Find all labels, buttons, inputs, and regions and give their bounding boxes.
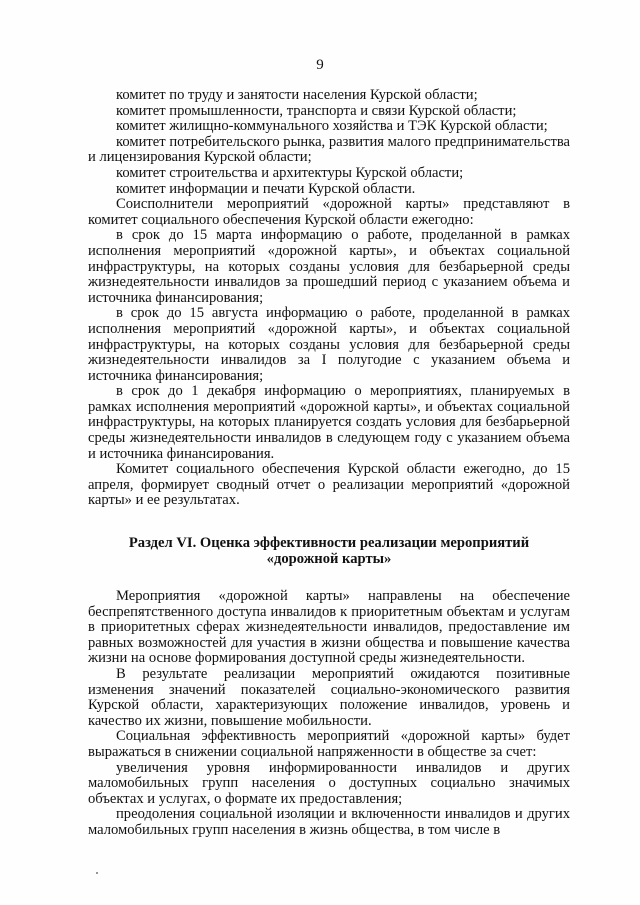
list-item: комитет потребительского рынка, развития малого предпринимательства и лицензирования Курской области; [88,133,570,166]
page-number: 9 [316,57,324,73]
list-item: комитет промышленности, транспорта и связи Курской области; [116,102,517,119]
list-item: комитет жилищно-коммунального хозяйства и ТЭК Курской области; [116,118,548,135]
section-heading-line: «дорожной карты» [266,551,392,568]
paragraph: Комитет социального обеспечения Курской области ежегодно, до 15 апреля, формирует сводный отчет о реализации мероприятий «дорожной карты» и ее результатах. [88,461,570,509]
paragraph: В результате реализации мероприятий ожидаются позитивные изменения значений показателей социально-экономического развития Курской области, характеризующих положение инвалидов, уровень и качество их жизни, повышение мобильности. [88,666,570,729]
paragraph: увеличения уровня информированности инвалидов и других маломобильных групп населения о доступных социально значимых объектах и услугах, о формате их предоставления; [88,759,570,807]
paragraph: в срок до 15 августа информацию о работе, проделанной в рамках исполнения мероприятий «дорожной карты», и объектах социальной инфраструктуры, на которых созданы условия для безбарьерной среды жизнедеятельности инвалидов за I полугодие с указанием объема и источника финансирования; [88,305,570,384]
list-item: комитет информации и печати Курской области. [116,180,416,197]
paragraph: преодоления социальной изоляции и включенности инвалидов и других маломобильных групп населения в жизнь общества, в том числе в [88,806,570,838]
paragraph: Социальная эффективность мероприятий «дорожной карты» будет выражаться в снижении социальной напряженности в обществе за счет: [88,728,570,760]
document-body [88,88,570,839]
section-heading-line: Раздел VI. Оценка эффективности реализации мероприятий [128,535,530,552]
list-item: комитет строительства и архитектуры Курской области; [116,164,464,181]
paragraph: в срок до 1 декабря информацию о мероприятиях, планируемых в рамках исполнения мероприятий «дорожной карты», и объектах социальной инфраструктуры, на которых планируется создать условия для безбарьерной среды жизнедеятельности инвалидов в следующем году с указанием объема и источника финансирования. [88,383,570,462]
section-heading [88,535,570,567]
scan-speck [96,872,98,874]
paragraph: Мероприятия «дорожной карты» направлены на обеспечение беспрепятственного доступа инвалидов к приоритетным объектам и услугам в приоритетных сферах жизнедеятельности инвалидов, предоставление им равных возможностей для участия в жизни общества и повышение качества жизни на основе формирования доступной среды жизнедеятельности. [88,588,570,667]
list-item: комитет по труду и занятости населения Курской области; [116,87,478,103]
paragraph: Соисполнители мероприятий «дорожной карты» представляют в комитет социального обеспечения Курской области ежегодно: [88,196,570,228]
paragraph: в срок до 15 марта информацию о работе, проделанной в рамках исполнения мероприятий «дорожной карты», и объектах социальной инфраструктуры, на которых созданы условия для безбарьерной среды жизнедеятельности инвалидов за прошедший период с указанием объема и источника финансирования; [88,227,570,306]
